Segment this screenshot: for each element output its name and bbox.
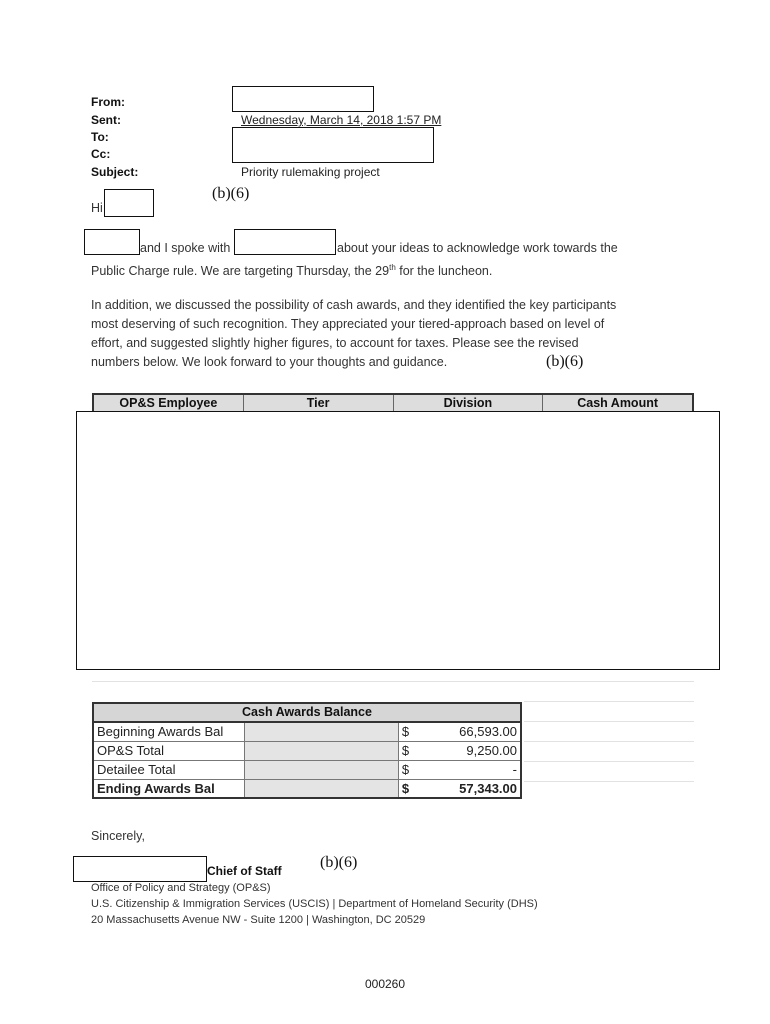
grid-line [92,681,694,682]
balance-table-title: Cash Awards Balance [92,702,522,722]
grid-line [524,701,694,702]
para2-line3: effort, and suggested slightly higher figures, to account for taxes. Please see the revised [91,336,579,350]
exemption-code-2: (b)(6) [546,353,584,370]
exemption-code-3: (b)(6) [320,854,358,871]
row-amount: 57,343.00 [416,779,521,798]
closing: Sincerely, [91,829,145,843]
para1-name-redaction-2 [234,229,336,255]
table-row [93,779,521,798]
table-row [93,722,521,741]
sent-value: Wednesday, March 14, 2018 1:57 PM [241,113,442,127]
to-cc-redaction [232,127,434,163]
signature-name-redaction [73,856,207,882]
exemption-code-1: (b)(6) [212,185,250,202]
row-label: Beginning Awards Bal [93,722,244,741]
row-currency: $ [398,760,416,779]
row-redacted-cell [244,779,398,798]
header-op-s-employee: OP&S Employee [94,395,244,411]
table-row [93,760,521,779]
row-redacted-cell [244,760,398,779]
to-label: To: [91,130,109,144]
para1-part-a: and I spoke with [140,241,231,255]
row-label: OP&S Total [93,741,244,760]
employee-table-header [92,393,694,413]
row-currency: $ [398,722,416,741]
employee-table-redaction [76,411,720,670]
row-redacted-cell [244,722,398,741]
table-row [93,741,521,760]
row-redacted-cell [244,741,398,760]
row-currency: $ [398,779,416,798]
signature-address: 20 Massachusetts Avenue NW - Suite 1200 | Washington, DC 20529 [91,914,426,926]
signature-office: Office of Policy and Strategy (OP&S) [91,882,271,894]
para1-part-b: about your ideas to acknowledge work towards the [337,241,618,255]
para1-name-redaction-1 [84,229,140,255]
row-label: Ending Awards Bal [93,779,244,798]
grid-line [524,741,694,742]
from-redaction [232,86,374,112]
from-label: From: [91,95,125,109]
row-label: Detailee Total [93,760,244,779]
greeting-name-redaction [104,189,154,217]
page-number: 000260 [364,977,406,991]
subject-label: Subject: [91,165,139,179]
para1-line2: Public Charge rule. We are targeting Thursday, the 29th for the luncheon. [91,263,493,279]
para2-line4: numbers below. We look forward to your thoughts and guidance. [91,355,448,369]
header-division: Division [394,395,544,411]
subject-value: Priority rulemaking project [241,165,380,179]
signature-agency: U.S. Citizenship & Immigration Services (USCIS) | Department of Homeland Security (DHS) [91,898,538,910]
para2-line2: most deserving of such recognition. They appreciated your tiered-approach based on level of [91,317,605,331]
grid-line [524,761,694,762]
row-amount: 9,250.00 [416,741,521,760]
row-amount: 66,593.00 [416,722,521,741]
header-cash-amount: Cash Amount [577,396,659,410]
para2-line1: In addition, we discussed the possibility of cash awards, and they identified the key participants [91,298,617,312]
grid-line [524,721,694,722]
cc-label: Cc: [91,147,111,161]
header-tier: Tier [244,395,394,411]
row-currency: $ [398,741,416,760]
row-amount: - [416,760,521,779]
signature-title: Chief of Staff [207,864,282,878]
grid-line [524,781,694,782]
sent-label: Sent: [91,113,121,127]
balance-table [92,721,522,799]
greeting: Hi [91,201,103,215]
